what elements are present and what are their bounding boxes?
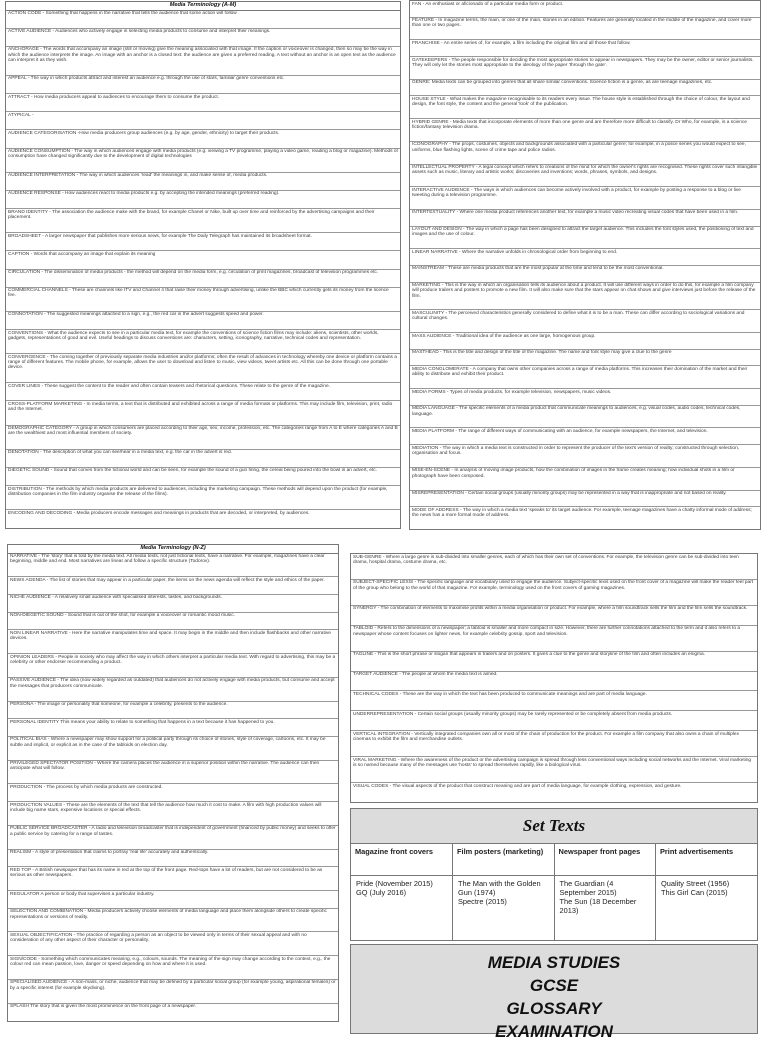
glossary-entry: VISUAL CODES - The visual aspects of the product that construct meaning and are part of media language, for example clothing, expression, and gesture. bbox=[353, 783, 682, 789]
glossary-entry: UNDERREPRESENTATION - Certain social groups (usually minority groups) may be rarely represented or be completely absent from media products. bbox=[351, 711, 757, 731]
set-text-item: GQ (July 2016) bbox=[356, 888, 407, 897]
glossary-entry: MARKETING - This is the way in which an organisation tells its audience about a product. It will use different ways in order to do this, for example a film company will produce trailers and posters to promote a new film. It will also make sure that the stars appear on chat shows and give interviews just before the release of the film. bbox=[410, 283, 760, 311]
set-text-item: The Guardian (4 September 2015) bbox=[559, 879, 617, 897]
glossary-entry: PRODUCTION VALUES - These are the elements of the text that tell the audience how much it cost to make. A film with high production values will include big name stars, expensive locations or special effects. bbox=[8, 802, 338, 826]
set-text-item: The Man with the Golden Gun (1974) bbox=[458, 879, 541, 897]
glossary-entry: HYBRID GENRE - Media texts that incorporate elements of more than one genre and are therefore more difficult to classify. Dr Who, for example, is a science fiction/fantasy television drama. bbox=[410, 119, 760, 142]
glossary-entry: MISREPRESENTATION - Certain social groups (usually minority groups) may be represented in a way that is inappropriate and not based on reality. bbox=[410, 491, 760, 508]
glossary-entry: MODE OF ADDRESS - The way in which a media text 'speaks to' its target audience. For example, teenage magazines have a chatty informal mode of address; the news has a more formal mode of address. bbox=[412, 507, 752, 518]
set-texts-header: Film posters (marketing) bbox=[453, 844, 555, 876]
glossary-entry: NON-DIEGETIC SOUND - Sound that is out of the shot, for example a voiceover or romantic mood music. bbox=[8, 613, 338, 631]
glossary-entry: SPLASH The story that is given the most prominence on the front page of a newspaper. bbox=[10, 1004, 197, 1010]
glossary-entry: MASS AUDIENCE - Traditional idea of the audience as one large, homogenous group. bbox=[410, 333, 760, 350]
glossary-entry: BROADSHEET - A larger newspaper that publishes more serious news, for example The Daily Telegraph has maintained its broadsheet format. bbox=[6, 233, 400, 251]
glossary-entry: ACTION CODE - Something that happens in the narrative that tells the audience that some action will follow bbox=[6, 11, 400, 29]
glossary-entry: REALISM - A style of presentation that claims to portray 'real life' accurately and authentically. bbox=[8, 850, 338, 868]
glossary-entry: APPEAL - The way in which products attract and interest an audience e.g. through the use of stars, familiar genre conventions etc. bbox=[6, 76, 400, 94]
glossary-entry: LAYOUT AND DESIGN - The way in which a page has been designed to attract the target audience. This includes the font styles used, the positioning of text and images and the use of colour. bbox=[410, 227, 760, 250]
glossary-entry: AUDIENCE INTERPRETATION - The way in which audiences 'read' the meanings in, and make sense of, media products. bbox=[6, 173, 400, 191]
glossary-entry: SEXUAL OBJECTIFICATION - The practice of regarding a person as an object to be viewed only in terms of their sexual appeal and with no consideration of any other aspect of their character or personality. bbox=[8, 932, 338, 956]
glossary-entry: COVER LINES - These suggest the content to the reader and often contain teasers and rhetorical questions. These relate to the genre of the magazine. bbox=[6, 383, 400, 401]
glossary-entry: CIRCULATION - The dissemination of media products - the method will depend on the media form, e.g. circulation of print magazines, broadcast of television programmes etc. bbox=[6, 270, 400, 288]
glossary-entry: PERSONAL IDENTITY This means your ability to relate to something that happens in a text because it has happened to you. bbox=[8, 719, 338, 737]
glossary-entry: NEWS AGENDA - The list of stories that may appear in a particular paper, the items on the news agenda will reflect the style and ethics of the paper. bbox=[8, 577, 338, 595]
glossary-entry: SYNERGY - The combination of elements to maximise profits within a media organisation or product. For example, where a film soundtrack sells the film and the film sells the soundtrack. bbox=[351, 606, 757, 626]
glossary-entry: PERSONA - The image or personality that someone, for example a celebrity, presents to the audience. bbox=[8, 702, 338, 720]
glossary-entry: SELECTION AND COMBINATION - Media producers actively choose elements of media language and place them alongside others to create specific representations or versions of reality. bbox=[8, 909, 338, 933]
glossary-entry: TAGLINE - This is the short phrase or slogan that appears in trailers and on posters. It gives a clue to the genre and storyline of the film and often includes an enigma. bbox=[351, 652, 757, 672]
set-text-item: Spectre (2015) bbox=[458, 897, 507, 906]
set-texts-cell bbox=[453, 876, 555, 942]
glossary-entry: CONNOTATION - The suggested meanings attached to a sign, e.g., the red car in the advert suggests speed and power. bbox=[6, 312, 400, 330]
am-table-title: Media Terminology (A-M) bbox=[6, 2, 400, 11]
glossary-entry: SUBJECT-SPECIFIC LEXIS - The specific language and vocabulary used to engage the audience. Subject-specific lexis used on the front cover of a magazine will make the reader feel part of the group who belong to the world of that magazine. For example, terminology used on the front covers of gaming magazines. bbox=[351, 580, 757, 606]
glossary-entry: CONVERGENCE - The coming together of previously separate media industries and/or platforms; often the result of advances in technology whereby one device or platform contains a range of different features. The mobile phone, for example, allows the user to download and listen to music, view videos, tweet artists etc. All this can be done through one portable device. bbox=[6, 354, 400, 383]
glossary-entry: HOUSE STYLE - What makes the magazine recognisable to its readers every issue. The house style is established through the choice of colour, the layout and design, the font style, the content and the general 'look' of the publication. bbox=[410, 96, 760, 119]
glossary-entry: MEDIA PLATFORM - The range of different ways of communicating with an audience, for example newspapers, the Internet, and television. bbox=[410, 428, 760, 445]
set-texts-header: Newspaper front pages bbox=[554, 844, 656, 876]
set-text-item: Quality Street (1956) bbox=[661, 879, 730, 888]
glossary-entry: DENOTATION - The description of what you can see/hear in a media text, e.g. the car in the advert is red. bbox=[6, 450, 400, 468]
set-texts-cell bbox=[554, 876, 656, 942]
glossary-entry: DIEGETIC SOUND - Sound that comes from the fictional world and can be seen, for example the sound of a gun firing, the cereal being poured into the bowl in an advert, etc. bbox=[6, 468, 400, 486]
glossary-entry: NON LINEAR NARRATIVE - Here the narrative manipulates time and space. It may begin in the middle and then include flashbacks and other narrative devices. bbox=[8, 630, 338, 654]
set-text-item: This Girl Can (2015) bbox=[661, 888, 728, 897]
glossary-entry: FAN - An enthusiast or aficionado of a particular media form or product. bbox=[410, 1, 760, 18]
glossary-entry: POLITICAL BIAS - Where a newspaper may show support for a political party through its choice of stories, style of coverage, cartoons, etc. It may be subtle and implicit, or explicit as in the case of the tabloids on election day. bbox=[8, 737, 338, 761]
glossary-entry: AUDIENCE CATEGORISATION -How media producers group audiences (e.g. by age, gender, ethnicity) to target their products. bbox=[6, 130, 400, 148]
nz-terms-right-column bbox=[350, 553, 758, 803]
glossary-entry: LINEAR NARRATIVE - Where the narrative unfolds in chronological order from beginning to end. bbox=[410, 249, 760, 266]
glossary-entry: GENRE: Media texts can be grouped into genres that all share similar conventions. Science fiction is a genre, as are teenage magazines, etc. bbox=[410, 80, 760, 97]
glossary-entry: TABLOID - Refers to the dimensions of a newspaper; a tabloid is smaller and more compact in size. However, there are further connotations attached to the term and it also refers to a newspaper whose content focuses on lighter news, for example celebrity gossip, sport and television. bbox=[351, 626, 757, 652]
glossary-entry: FRANCHISE - An entire series of, for example, a film including the original film and all those that follow. bbox=[410, 40, 760, 57]
glossary-entry: MASCULINITY - The perceived characteristics generally considered to define what it is to be a man. These can differ according to sociological variations and cultural changes. bbox=[410, 310, 760, 333]
glossary-entry: INTELLECTUAL PROPERTY - A legal concept which refers to creations of the mind for which the owner's rights are recognised. These rights cover such intangible assets such as music, literary and artistic works; discoveries and inventions; words, phrases, symbols, and designs. bbox=[410, 165, 760, 188]
title-line: MEDIA STUDIES bbox=[487, 953, 621, 972]
glossary-entry: AUDIENCE CONSUMPTION - The way in which audiences engage with media products (e.g. viewing a TV programme, playing a video game, reading a blog or magazine). Methods of consumption have changed significantly due to the development of digital technologies bbox=[6, 149, 400, 173]
glossary-entry: OPINION LEADERS - People in society who may affect the way in which others interpret a particular media text. With regard to advertising, this may be a celebrity or other endorser recommending a product. bbox=[8, 654, 338, 678]
glossary-entry: ATYPICAL - bbox=[6, 112, 400, 130]
glossary-entry: ACTIVE AUDIENCE - Audiences who actively engage in selecting media products to consume and interpret their meanings. bbox=[6, 29, 400, 47]
glossary-entry: MISE-EN-SCENE - In analysis of moving image products, how the combination of images in the frame creates meaning; how individual shots in a film or photograph have been composed. bbox=[410, 468, 760, 491]
nz-table-title: Media Terminology (N-Z) bbox=[8, 545, 338, 554]
glossary-entry: PASSIVE AUDIENCE - The idea (now widely regarded as outdated) that audiences do not actively engage with media products, but consume and accept the messages that producers communicate. bbox=[8, 678, 338, 702]
glossary-entry: ENCODING AND DECODING - Media producers encode messages and meanings in products that are decoded, or interpreted, by audiences. bbox=[8, 510, 310, 516]
document-title-box bbox=[350, 944, 758, 1041]
glossary-entry: REGULATOR A person or body that supervises a particular industry. bbox=[8, 891, 338, 909]
glossary-entry: SUB-GENRE - Where a large genre is sub-divided into smaller genres, each of which has their own set of conventions. For example, the television genre can be sub-divided into teen drama, hospital drama, costume drama, etc. bbox=[351, 554, 757, 580]
glossary-entry: GATEKEEPERS - The people responsible for deciding the most appropriate stories to appear in newspapers. They may be the owner, editor or senior journalists. They will only let the stories most appropriate to the ideology of the paper 'through the gate'. bbox=[410, 57, 760, 80]
glossary-entry: MAINSTREAM - These are media products that are the most popular at the time and tend to be the most conventional. bbox=[410, 266, 760, 283]
glossary-entry: SPECIALISED AUDIENCE - A non-mass, or niche, audience that may be defined by a particular social group (for example young, aspirational females) or by a specific interest (for example skydiving). bbox=[8, 980, 338, 1004]
glossary-entry: PUBLIC SERVICE BROADCASTER - A radio and television broadcaster that is independent of government (financed by public money) and seeks to offer a public service by catering for a range of tastes. bbox=[8, 826, 338, 850]
glossary-entry: VERTICAL INTEGRATION - Vertically integrated companies own all or most of the chain of production for the product. For example a film company that also owns a chain of multiplex cinemas to exhibit the film and merchandise outlets. bbox=[351, 731, 757, 757]
set-text-item: The Sun (18 December 2013) bbox=[559, 897, 637, 915]
set-texts-panel bbox=[350, 808, 758, 941]
glossary-entry: AUDIENCE RESPONSE - How audiences react to media products e.g. by accepting the intended meanings (preferred reading). bbox=[6, 191, 400, 209]
glossary-entry: ANCHORAGE - The words that accompany an image (still or moving) give the meaning associated with that image. If the caption or voiceover is changed, then so may be the way in which the audience interprets the image. An image with an anchor is a closed text: the audience are given a preferred reading. A text without an anchor is an open text as the audience can interpret it as they wish. bbox=[6, 47, 400, 76]
title-line: GLOSSARY bbox=[506, 999, 602, 1018]
glossary-entry: DEMOGRAPHIC CATEGORY - A group in which consumers are placed according to their age, sex, income, profession, etc. The categories range from A to E where categories A and B are the wealthiest and most influential members of society. bbox=[6, 426, 400, 450]
glossary-entry: ICONOGRAPHY - The props, costumes, objects and backgrounds associated with a particular genre; for example, in a police series you would expect to see, uniforms, blue flashing lights, scene of crime tape and police radios. bbox=[410, 142, 760, 165]
title-line: GCSE bbox=[529, 976, 579, 995]
glossary-entry: COMMERCIAL CHANNELS - These are channels like ITV and Channel 4 that raise their money through advertising, unlike the BBC which currently gets its money from the licence fee. bbox=[6, 288, 400, 312]
am-terms-right-column bbox=[409, 0, 761, 530]
glossary-entry: MEDIATION - The way in which a media text is constructed in order to represent the producer of the text's version of reality; constructed through selection, organisation and focus. bbox=[410, 445, 760, 468]
glossary-entry: MEDIA FORMS - Types of media products, for example television, newspapers, music videos. bbox=[410, 389, 760, 406]
glossary-entry: CAPTION - Words that accompany an image that explain its meaning bbox=[6, 251, 400, 269]
glossary-entry: MASTHEAD - This is the title and design of the title of the magazine. The name and font style may give a clue to the genre bbox=[410, 350, 760, 367]
glossary-entry: BRAND IDENTITY - The association the audience make with the brand, for example Chanel or Nike, built up over time and reinforced by the advertising campaigns and their placement. bbox=[6, 209, 400, 233]
glossary-entry: CONVENTIONS - What the audience expects to see in a particular media text, for example the conventions of science fiction films may include: aliens, scientists, other worlds, gadgets, representations of good and evil. Useful headings to discuss conventions are: characters, setting, iconography, narrative, technical codes and representation. bbox=[6, 330, 400, 354]
title-line: EXAMINATION bbox=[495, 1022, 613, 1041]
nz-terms-left-column bbox=[7, 544, 339, 1022]
set-text-item: Pride (November 2015) bbox=[356, 879, 433, 888]
am-terms-left-column bbox=[5, 1, 401, 529]
glossary-entry: INTERACTIVE AUDIENCE - The ways in which audiences can become actively involved with a product, for example by posting a response to a blog or live tweeting during a television programme. bbox=[410, 187, 760, 210]
set-texts-header: Print advertisements bbox=[656, 844, 758, 876]
set-texts-cell bbox=[351, 876, 453, 942]
glossary-entry: MEDIA LANGUAGE - The specific elements of a media product that communicate meanings to audiences, e.g. visual codes, audio codes, technical codes, language. bbox=[410, 406, 760, 429]
glossary-entry: TECHNICAL CODES - These are the way in which the text has been produced to communicate meanings and are part of media language. bbox=[351, 691, 757, 711]
glossary-entry: TARGET AUDIENCE - The people at whom the media text is aimed. bbox=[351, 672, 757, 692]
set-texts-table bbox=[351, 844, 757, 941]
glossary-entry: ATTRACT - How media producers appeal to audiences to encourage them to consume the product. bbox=[6, 94, 400, 112]
glossary-entry: SIGN/CODE - Something which communicates meaning, e.g., colours, sounds. The meaning of the sign may change according to the context, e.g., the colour red can mean passion, love, danger or speed depending on how and where it is used. bbox=[8, 956, 338, 980]
glossary-entry: CROSS-PLATFORM MARKETING - In media terms, a text that is distributed and exhibited across a range of media formats or platforms. This may include film, television, print, radio and the Internet. bbox=[6, 401, 400, 425]
glossary-entry: FEATURE - In magazine terms, the main, or one of the main, stories in an edition. Features are generally located in the middle of the magazine, and cover more than one or two pages. bbox=[410, 18, 760, 41]
glossary-entry: MEDIA CONGLOMERATE - A company that owns other companies across a range of media platforms. This increases their domination of the market and their ability to distribute and exhibit their product. bbox=[410, 366, 760, 389]
glossary-entry: VIRAL MARKETING - Where the awareness of the product or the advertising campaign is spread through less conventional ways including social networks and the Internet. Viral marketing is so named because many of the messages use 'hosts' to spread themselves rapidly, like a biological virus. bbox=[351, 757, 757, 783]
glossary-entry: PRODUCTION - The process by which media products are constructed. bbox=[8, 784, 338, 802]
glossary-entry: RED TOP - A British newspaper that has its name in red at the top of the front page. Red-tops have a lot of readers, but are not considered to be as serious as other newspapers. bbox=[8, 867, 338, 891]
set-texts-cell bbox=[656, 876, 758, 942]
glossary-entry: NICHE AUDIENCE - A relatively small audience with specialised interests, tastes, and backgrounds. bbox=[8, 595, 338, 613]
glossary-entry: NARRATIVE - The 'story' that is told by the media text. All media texts, not just fictional texts, have a narrative. For example, magazines have a clear beginning, middle and end. Most narratives are linear and follow a specific structure (Todorov). bbox=[8, 554, 338, 578]
set-texts-title: Set Texts bbox=[351, 809, 757, 844]
glossary-entry: PRIVILEGED SPECTATOR POSITION - Where the camera places the audience in a superior position within the narrative. The audience can then anticipate what will follow. bbox=[8, 761, 338, 785]
glossary-entry: DISTRIBUTION - The methods by which media products are delivered to audiences, including the marketing campaign. These methods will depend upon the product (for example, distribution companies in the film industry organise the release of the films). bbox=[6, 486, 400, 510]
glossary-entry: INTERTEXTUALITY - Where one media product references another text, for example a music video recreating visual codes that have been used in a film. bbox=[410, 210, 760, 227]
set-texts-header: Magazine front covers bbox=[351, 844, 453, 876]
